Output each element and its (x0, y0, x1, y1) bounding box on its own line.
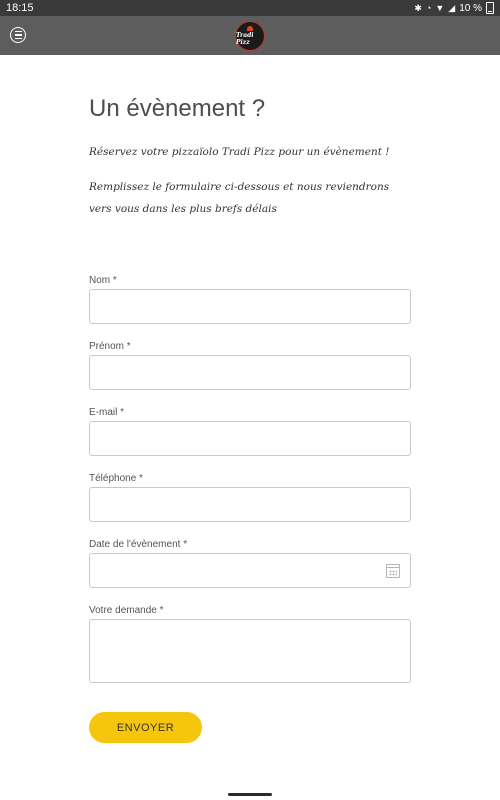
menu-icon[interactable] (10, 27, 26, 43)
email-label: E-mail * (89, 407, 125, 418)
logo-text: Tradi Pizz (236, 31, 254, 46)
logo[interactable] (235, 21, 265, 51)
nom-input[interactable] (89, 289, 411, 324)
app-header (0, 16, 500, 55)
home-indicator[interactable] (228, 793, 272, 796)
calendar-icon[interactable] (386, 564, 400, 578)
date-label: Date de l'évènement * (89, 539, 188, 550)
status-bar (0, 0, 500, 16)
date-input[interactable] (89, 553, 411, 588)
battery-icon (486, 2, 494, 14)
nom-label: Nom * (89, 275, 117, 286)
submit-button[interactable]: ENVOYER (89, 712, 202, 743)
telephone-label: Téléphone * (89, 473, 143, 484)
email-input[interactable] (89, 421, 411, 456)
battery-percent: 10 % (459, 2, 482, 14)
demande-label: Votre demande * (89, 605, 164, 616)
pizza-icon (247, 26, 253, 31)
bluetooth-icon: ✱ (414, 2, 422, 13)
prenom-input[interactable] (89, 355, 411, 390)
alarm-icon: ◔ (425, 2, 432, 13)
demande-textarea[interactable] (89, 619, 411, 683)
wifi-icon: ▼ (435, 2, 445, 13)
telephone-input[interactable] (89, 487, 411, 522)
prenom-label: Prénom * (89, 341, 131, 352)
intro-subtext: Remplissez le formulaire ci-dessous et nous reviendrons vers vous dans les plus brefs délais (89, 181, 390, 215)
intro-text: Réservez votre pizzaïolo Tradi Pizz pour un évènement ! (89, 146, 390, 158)
status-icons (414, 2, 494, 14)
page-title: Un évènement ? (89, 95, 266, 122)
signal-icon: ◢ (448, 2, 456, 13)
status-time: 18:15 (6, 2, 34, 14)
